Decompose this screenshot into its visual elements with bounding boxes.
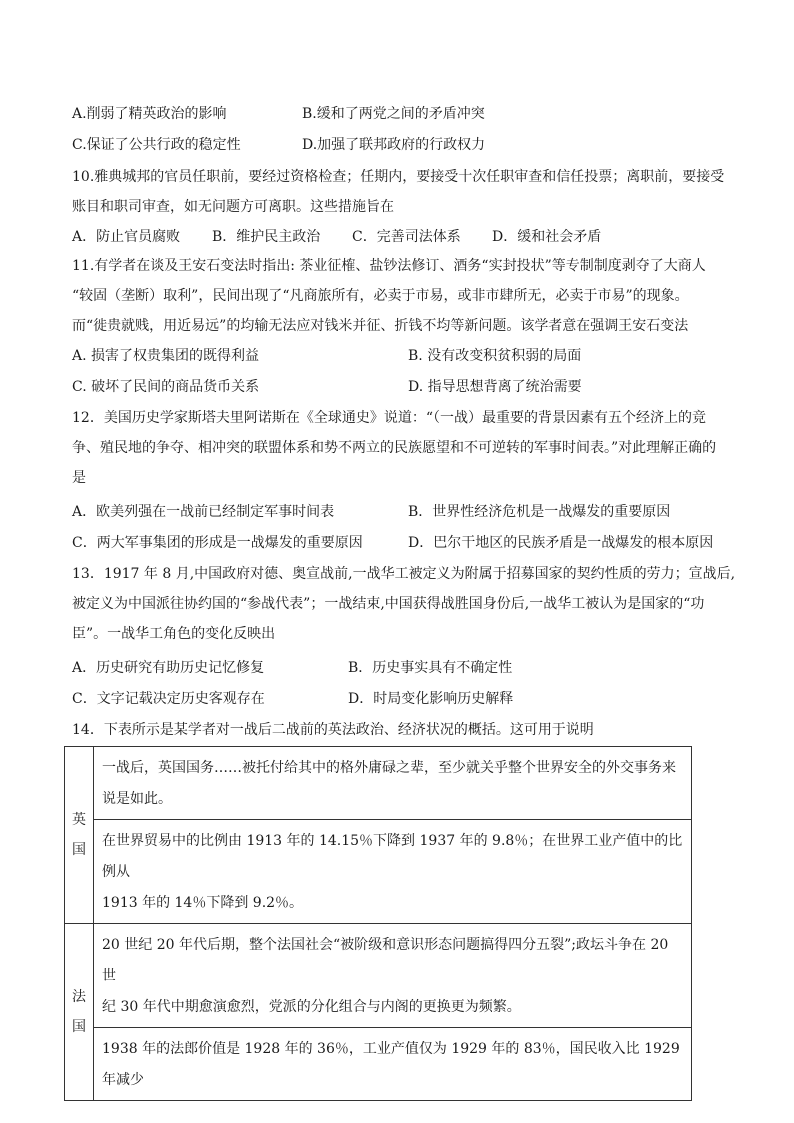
table-cell [94,1028,692,1101]
table-row [65,1028,692,1101]
country-label: 英 [72,812,86,828]
q13-stem-line-2: 被定义为中国派往协约国的“参战代表”；一战结束,中国获得战胜国身份后,一战华工被认为是国家的“功 [72,596,705,612]
cell-text: 1913 年的 14％下降到 9.2％。 [102,895,304,911]
q10-stem-line-1: 10.雅典城邦的官员任职前，要经过资格检查；任期内，要接受十次任职审查和信任投票；离职前，要接受 [72,169,725,185]
q13-option-b: B．历史事实具有不确定性 [348,660,513,676]
q12-option-d: D．巴尔干地区的民族矛盾是一战爆发的根本原因 [408,535,714,551]
q12-option-c: C．两大军事集团的形成是一战爆发的重要原因 [72,535,363,551]
q10-option-c: C．完善司法体系 [352,229,461,245]
q12-stem-line-3: 是 [72,470,86,486]
q10-stem-line-2: 账目和职司审查，如无问题方可离职。这些措施旨在 [72,199,394,215]
q13-option-d: D．时局变化影响历史解释 [348,691,514,707]
q13-stem-line-3: 臣”。一战华工角色的变化反映出 [72,626,276,642]
q11-option-c: C. 破坏了民间的商品货币关系 [72,379,260,395]
q14-comparison-table [64,746,692,1101]
q14-stem-line-1: 14．下表所示是某学者对一战后二战前的英法政治、经济状况的概括。这可用于说明 [72,722,594,738]
q11-option-d: D. 指导思想背离了统治需要 [408,379,582,395]
q12-option-a: A．欧美列强在一战前已经制定军事时间表 [72,504,335,520]
q12-stem-line-1: 12．美国历史学家斯塔夫里阿诺斯在《全球通史》说道：“（一战）最重要的背景因素有五个经济上的竞 [72,410,706,426]
country-cell-uk [65,747,94,924]
q10-option-d: D．缓和社会矛盾 [492,229,602,245]
q9-option-c: C.保证了公共行政的稳定性 [72,137,241,153]
q10-option-b: B．维护民主政治 [212,229,321,245]
country-label: 国 [72,842,86,858]
q9-option-d: D.加强了联邦政府的行政权力 [302,137,486,153]
q13-option-a: A．历史研究有助历史记忆修复 [72,660,265,676]
cell-text: 1938 年的法郎价值是 1928 年的 36％，工业产值仅为 1929 年的 83％，国民收入比 1929 年减少 [102,1041,680,1088]
q13-option-c: C．文字记载决定历史客观存在 [72,691,265,707]
q9-option-b: B.缓和了两党之间的矛盾冲突 [302,106,485,122]
q9-option-a: A.削弱了精英政治的影响 [72,106,227,122]
table-cell [94,924,692,1028]
cell-text: 20 世纪 20 年代后期，整个法国社会“被阶级和意识形态问题搞得四分五裂”;政坛斗争在 20 世 [102,937,669,984]
cell-text: 一战后，英国国务……被托付给其中的格外庸碌之辈，至少就关乎整个世界安全的外交事务来 [102,760,676,776]
cell-text: 在世界贸易中的比例由 1913 年的 14.15％下降到 1937 年的 9.8％；在世界工业产值中的比例从 [102,833,683,880]
table-row [65,747,692,820]
q11-stem-line-3: 而“徙贵就贱，用近易远”的均输无法应对钱米并征、折钱不均等新问题。该学者意在强调王安石变法 [72,318,689,334]
q10-option-a: A．防止官员腐败 [72,229,181,245]
q13-stem-line-1: 13．1917 年 8 月,中国政府对德、奥宣战前,一战华工被定义为附属于招募国家的契约性质的劳力；宣战后, [72,566,736,582]
table-cell [94,820,692,924]
table-row [65,820,692,924]
q12-option-b: B．世界性经济危机是一战爆发的重要原因 [408,504,671,520]
cell-text: 纪 30 年代中期愈演愈烈，党派的分化组合与内阁的更换更为频繁。 [102,999,521,1015]
table-row [65,924,692,1028]
cell-text: 说是如此。 [102,791,172,807]
q11-stem-line-1: 11.有学者在谈及王安石变法时指出: 茶业征榷、盐钞法修订、酒务“实封投状”等专制制度剥夺了大商人 [72,258,706,274]
q12-stem-line-2: 争、殖民地的争夺、相冲突的联盟体系和势不两立的民族愿望和不可逆转的军事时间表。”对此理解正确的 [72,440,717,456]
country-label: 法 [72,989,86,1005]
country-cell-france [65,924,94,1101]
q11-option-b: B. 没有改变积贫积弱的局面 [408,348,582,364]
table-cell [94,747,692,820]
q11-option-a: A. 损害了权贵集团的既得利益 [72,348,260,364]
country-label: 国 [72,1019,86,1035]
q11-stem-line-2: “较固（垄断）取利”，民间出现了“凡商旅所有，必卖于市易，或非市肆所无，必卖于市易”的现象。 [72,288,689,304]
